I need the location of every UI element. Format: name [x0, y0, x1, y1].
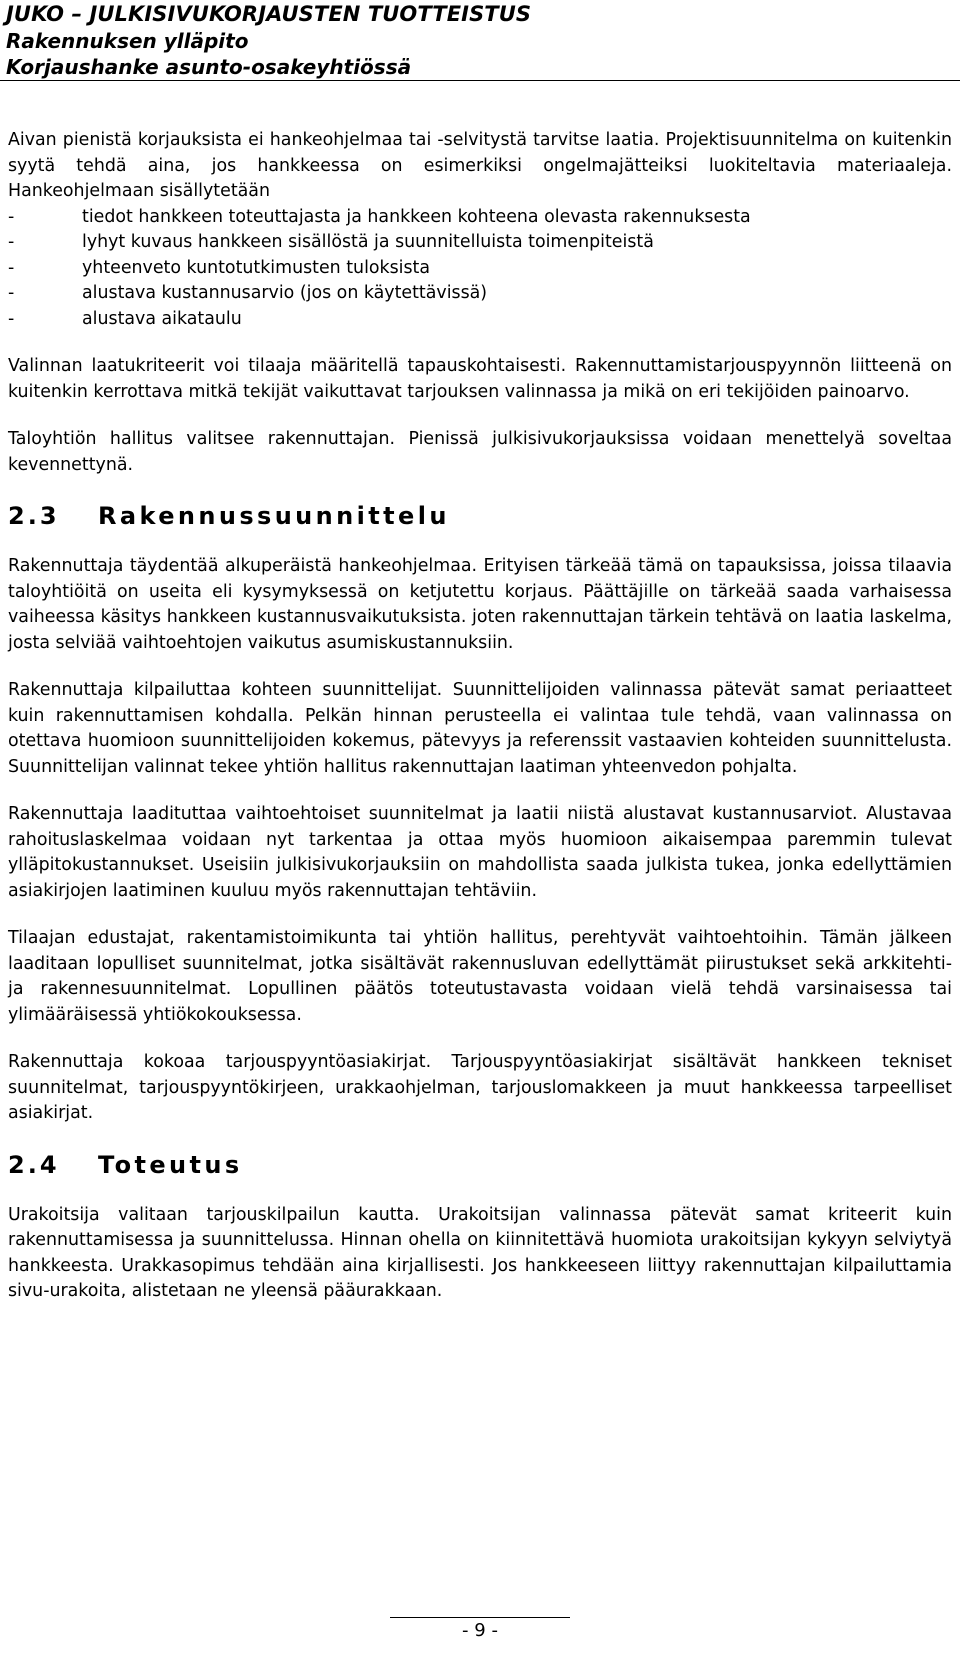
paragraph: Rakennuttaja kilpailuttaa kohteen suunnittelijat. Suunnittelijoiden valinnassa pätevät samat periaatteet kuin rakennuttamisen kohdalla. Pelkän hinnan perusteella ei valintaa tule tehdä, vaan valinnassa on otettava huomioon suunnittelijoiden kokemus, pätevyys ja referenssit vastaavien kohteiden suunnittelusta. Suunnittelijan valinnat tekee yhtiön hallitus rakennuttajan laatiman yhteenvedon pohjalta. — [8, 680, 952, 777]
list-item — [8, 256, 952, 282]
header-subtitle: Rakennuksen ylläpito — [6, 29, 249, 53]
list-item-text: alustava aikataulu — [82, 308, 242, 329]
section-number: 2.4 — [8, 1150, 60, 1179]
list-item — [8, 281, 952, 307]
running-header — [6, 0, 531, 80]
content-list — [8, 205, 952, 333]
list-item — [8, 205, 952, 231]
paragraph: Tilaajan edustajat, rakentamistoimikunta tai yhtiön hallitus, perehtyvät vaihtoehtoihin. Tämän jälkeen laaditaan lopulliset suunnitelmat, jotka sisältävät rakennusluvan edellyttämät piirustukset sekä arkkitehti- ja rakennesuunnitelmat. Lopullinen päätös toteutustavasta voidaan vielä tehdä varsinaisessa tai ylimääräisessä yhtiökokouksessa. — [8, 928, 952, 1025]
paragraph: Rakennuttaja laadituttaa vaihtoehtoiset suunnitelmat ja laatii niistä alustavat kustannusarviot. Alustavaa rahoituslaskelmaa voidaan nyt tarkentaa ja ottaa myös huomioon aikaisempaa paremmin tulevat ylläpitokustannukset. Useisiin julkisivukorjauksiin on mahdollista saada julkista tukea, jonka edellyttämien asiakirjojen laatiminen kuuluu myös rakennuttajan tehtäviin. — [8, 804, 952, 901]
list-dash: - — [8, 257, 15, 278]
list-dash: - — [8, 232, 15, 252]
footer-rule — [390, 1617, 570, 1618]
list-item — [8, 230, 952, 256]
section-title: Rakennussuunnittelu — [98, 502, 450, 530]
section-heading-2-3 — [8, 500, 952, 532]
list-item-text: yhteenveto kuntotutkimusten tuloksista — [82, 257, 431, 278]
section-title: Toteutus — [98, 1150, 243, 1179]
paragraph: Taloyhtiön hallitus valitsee rakennuttajan. Pienissä julkisivukorjauksissa voidaan menettelyä soveltaa kevennettynä. — [8, 429, 952, 475]
intro-paragraph: Aivan pienistä korjauksista ei hankeohjelmaa tai -selvitystä tarvitse laatia. Projektisuunnitelma on kuitenkin syytä tehdä aina, jos hankkeessa on esimerkiksi ongelmajätteiksi luokiteltavia materiaaleja. Hankeohjelmaan sisällytetään — [8, 130, 952, 201]
list-item-text: alustava kustannusarvio (jos on käytettävissä) — [82, 283, 488, 303]
paragraph: Valinnan laatukriteerit voi tilaaja määritellä tapauskohtaisesti. Rakennuttamistarjouspyynnön liitteenä on kuitenkin kerrottava mitkä tekijät vaikuttavat tarjouksen valinnassa ja mikä on eri tekijöiden painoarvo. — [8, 356, 952, 402]
list-dash: - — [8, 308, 15, 329]
section-number: 2.3 — [8, 502, 60, 530]
paragraph: Urakoitsija valitaan tarjouskilpailun kautta. Urakoitsijan valinnassa pätevät samat kriteerit kuin rakennuttamisessa ja suunnittelussa. Hinnan ohella on kiinnitettävä huomiota urakoitsijan kykyyn selviytyä hankkeesta. Urakkasopimus tehdään aina kirjallisesti. Jos hankkeeseen liittyy rakennuttajan kilpailuttamia sivu-urakoita, alistetaan ne yleensä pääurakkaan. — [8, 1204, 952, 1301]
page-number: - 9 - — [462, 1620, 498, 1641]
header-title: JUKO – JULKISIVUKORJAUSTEN TUOTTEISTUS — [6, 2, 532, 26]
list-item — [8, 307, 952, 333]
list-dash: - — [8, 206, 15, 227]
document-body — [8, 128, 952, 1305]
paragraph: Rakennuttaja täydentää alkuperäistä hankeohjelmaa. Erityisen tärkeää tämä on tapauksissa, joissa tilaavia taloyhtiöitä on useita eli kysymyksessä on ketjutettu korjaus. Päättäjille on tärkeää saada varhaisessa vaiheessa käsitys hankkeen kustannusvaikutuksista. joten rakennuttajan tärkein tehtävä on laatia laskelma, josta selviää vaihtoehtojen vaikutus asumiskustannuksiin. — [8, 556, 952, 653]
section-heading-2-4 — [8, 1149, 952, 1181]
header-rule — [0, 80, 960, 81]
list-dash: - — [8, 283, 15, 303]
paragraph: Rakennuttaja kokoaa tarjouspyyntöasiakirjat. Tarjouspyyntöasiakirjat sisältävät hankkeen tekniset suunnitelmat, tarjouspyyntökirjeen, urakkaohjelman, tarjouslomakkeen ja muut hankkeessa tarpeelliset asiakirjat. — [8, 1052, 952, 1123]
list-item-text: tiedot hankkeen toteuttajasta ja hankkeen kohteena olevasta rakennuksesta — [82, 206, 751, 227]
header-subsubtitle: Korjaushanke asunto-osakeyhtiössä — [6, 55, 412, 79]
list-item-text: lyhyt kuvaus hankkeen sisällöstä ja suunnitelluista toimenpiteistä — [82, 232, 654, 252]
